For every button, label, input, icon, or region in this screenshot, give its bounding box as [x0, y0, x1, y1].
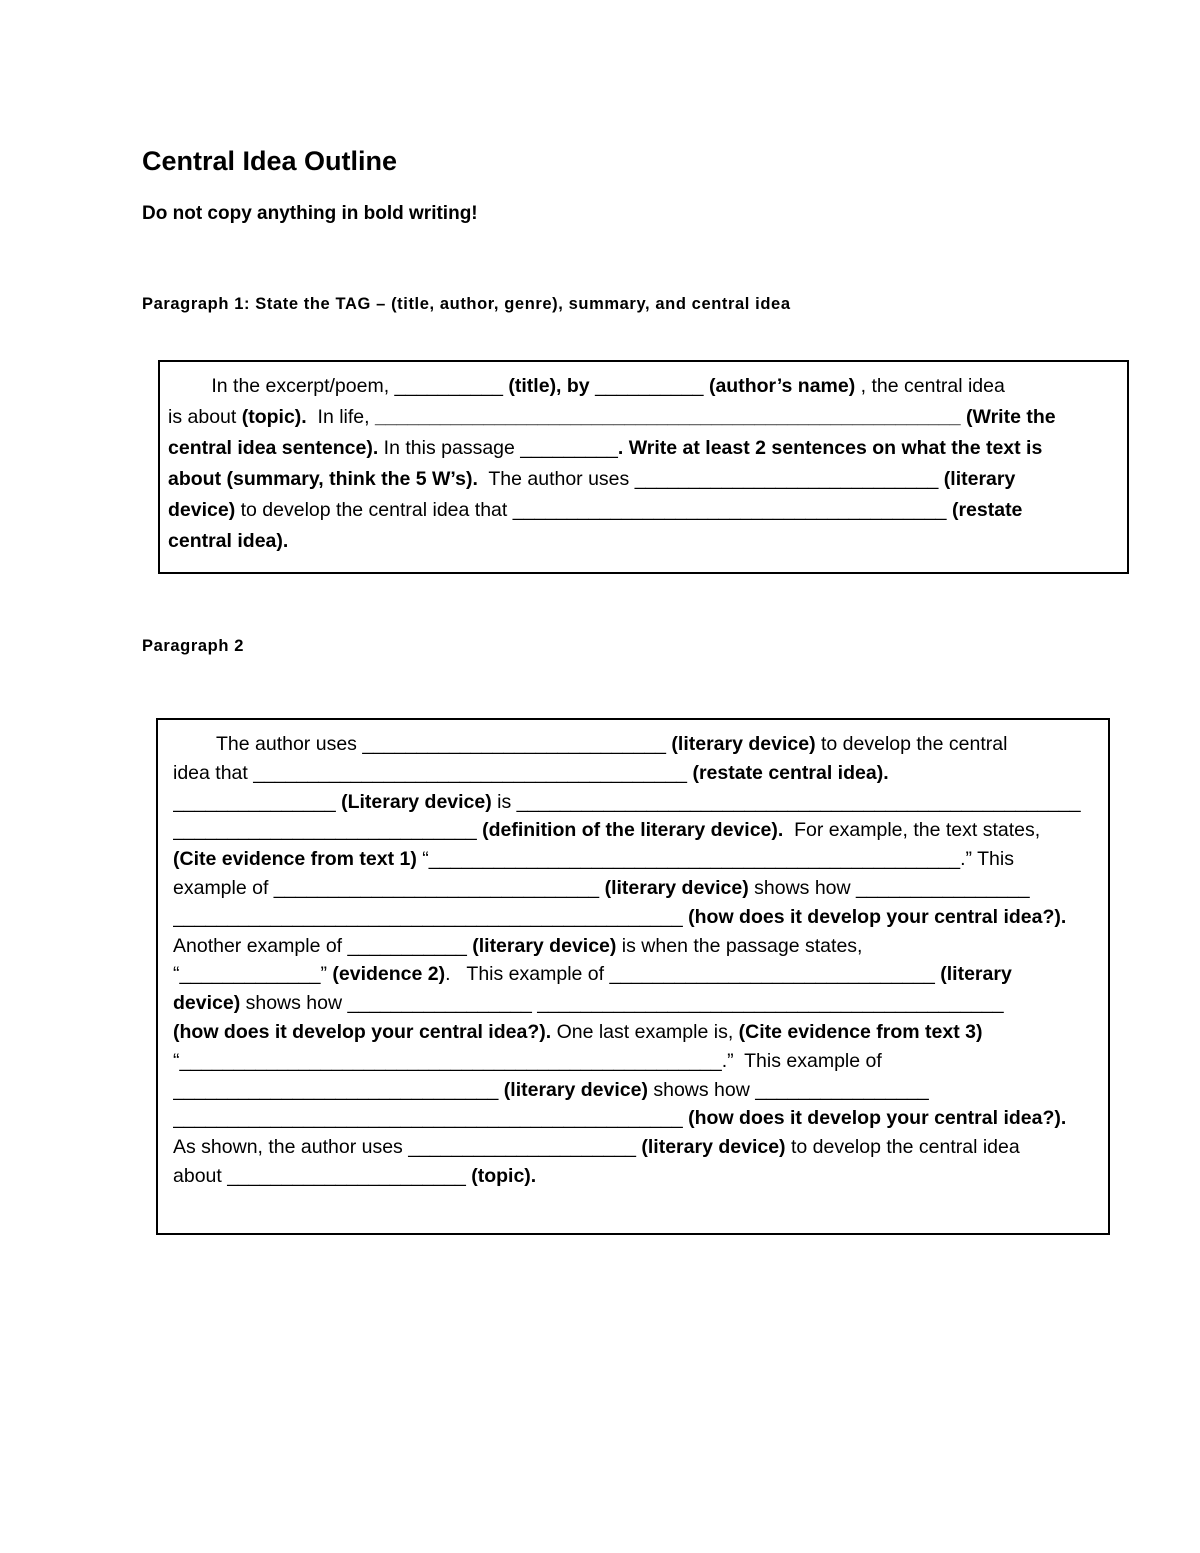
bold-instruction-text: central idea).	[168, 530, 289, 552]
template-text: ____________________________	[173, 819, 483, 842]
template-line	[173, 1018, 1093, 1047]
template-line	[173, 932, 1093, 961]
template-text: shows how ________________	[748, 876, 1030, 899]
template-line	[173, 874, 1093, 903]
template-text: example of ______________________________	[173, 876, 605, 899]
bold-instruction-text: (definition of the literary device).	[482, 819, 784, 842]
template-line	[173, 1162, 1093, 1191]
bold-instruction-text: (Cite evidence from text 3)	[738, 1020, 983, 1043]
template-text: “_____________”	[173, 963, 333, 986]
template-text: idea that ________________________________________	[173, 761, 693, 784]
template-line	[173, 1133, 1093, 1162]
bold-instruction-text: device)	[168, 499, 236, 521]
template-line	[173, 788, 1093, 817]
template-line	[173, 960, 1093, 989]
template-text: __________	[589, 375, 709, 397]
paragraph-1-label: Paragraph 1: State the TAG – (title, author, genre), summary, and central idea	[142, 295, 791, 313]
template-line	[173, 1076, 1093, 1105]
template-text: is about	[168, 406, 242, 428]
bold-instruction-text: (author’s name)	[708, 375, 856, 397]
bold-instruction-text: (how does it develop your central idea?).	[688, 905, 1067, 928]
template-text: “_________________________________________________.” This	[416, 848, 1014, 871]
template-line	[168, 495, 1119, 526]
template-line	[173, 903, 1093, 932]
bold-instruction-text: (how does it develop your central idea?).	[173, 1020, 552, 1043]
template-text: The author uses ____________________________	[477, 468, 944, 490]
template-text: to develop the central idea	[785, 1136, 1020, 1159]
template-text: , the central idea	[855, 375, 1005, 397]
bold-instruction-text: (Cite evidence from text 1)	[173, 848, 417, 871]
template-text: _______________________________________________	[173, 1107, 689, 1130]
template-text: _______________________________________________	[173, 905, 689, 928]
template-line	[168, 371, 1119, 402]
template-text: to develop the central idea that ________________________________________	[235, 499, 952, 521]
template-line	[173, 1047, 1093, 1076]
template-text: As shown, the author uses _____________________	[173, 1136, 642, 1159]
template-text: In the excerpt/poem, __________	[168, 375, 509, 397]
bold-instruction-text: (literary device)	[503, 1078, 648, 1101]
bold-instruction-text: (topic).	[241, 406, 307, 428]
instruction-subtitle: Do not copy anything in bold writing!	[142, 203, 478, 224]
bold-instruction-text: ______________________________________________________ (Write the	[374, 406, 1056, 428]
document-title: Central Idea Outline	[142, 146, 398, 176]
template-text: _______________	[173, 790, 342, 813]
bold-instruction-text: (restate central idea).	[692, 761, 889, 784]
template-text: shows how ________________	[647, 1078, 929, 1101]
template-text: One last example is,	[551, 1020, 739, 1043]
template-text: Another example of ___________	[173, 934, 473, 957]
bold-instruction-text: (restate	[951, 499, 1023, 521]
template-line	[173, 759, 1093, 788]
paragraph-1-template-box	[158, 360, 1129, 574]
template-line	[173, 816, 1093, 845]
template-line	[173, 845, 1093, 874]
bold-instruction-text: (evidence 2)	[332, 963, 446, 986]
template-line	[168, 433, 1119, 464]
template-text: to develop the central	[815, 733, 1008, 755]
bold-instruction-text: about (summary, think the 5 W’s).	[168, 468, 478, 490]
bold-instruction-text: (literary device)	[641, 1136, 786, 1159]
bold-instruction-text: (topic).	[471, 1164, 537, 1187]
paragraph-2-template-box	[156, 718, 1110, 1235]
bold-instruction-text: device)	[173, 992, 241, 1015]
template-line	[168, 526, 1119, 557]
template-line	[173, 1104, 1093, 1133]
bold-instruction-text: (how does it develop your central idea?).	[688, 1107, 1067, 1130]
template-text: “__________________________________________________.” This example of	[173, 1049, 882, 1072]
template-line	[173, 730, 1093, 759]
template-text: In life,	[306, 406, 375, 428]
bold-instruction-text: (literary	[940, 963, 1012, 986]
template-text: shows how _________________ ___________________________________________	[240, 992, 1004, 1015]
template-text: . This example of ______________________________	[445, 963, 941, 986]
template-text: ______________________________	[173, 1078, 504, 1101]
bold-instruction-text: . Write at least 2 sentences on what the text is	[617, 437, 1043, 459]
bold-instruction-text: (title), by	[508, 375, 590, 397]
bold-instruction-text: (literary device)	[671, 733, 816, 755]
template-text: is ____________________________________________________	[491, 790, 1081, 813]
template-text: For example, the text states,	[783, 819, 1041, 842]
template-text: is when the passage states,	[616, 934, 863, 957]
bold-instruction-text: (literary device)	[604, 876, 749, 899]
bold-instruction-text: (Literary device)	[341, 790, 492, 813]
bold-instruction-text: central idea sentence).	[168, 437, 379, 459]
bold-instruction-text: (literary	[943, 468, 1016, 490]
template-text: In this passage _________	[378, 437, 618, 459]
bold-instruction-text: (literary device)	[472, 934, 617, 957]
template-text: The author uses ____________________________	[173, 733, 672, 755]
template-text: about ______________________	[173, 1164, 472, 1187]
paragraph-2-label: Paragraph 2	[142, 637, 244, 655]
template-line	[173, 989, 1093, 1018]
template-line	[168, 464, 1119, 495]
template-line	[168, 402, 1119, 433]
